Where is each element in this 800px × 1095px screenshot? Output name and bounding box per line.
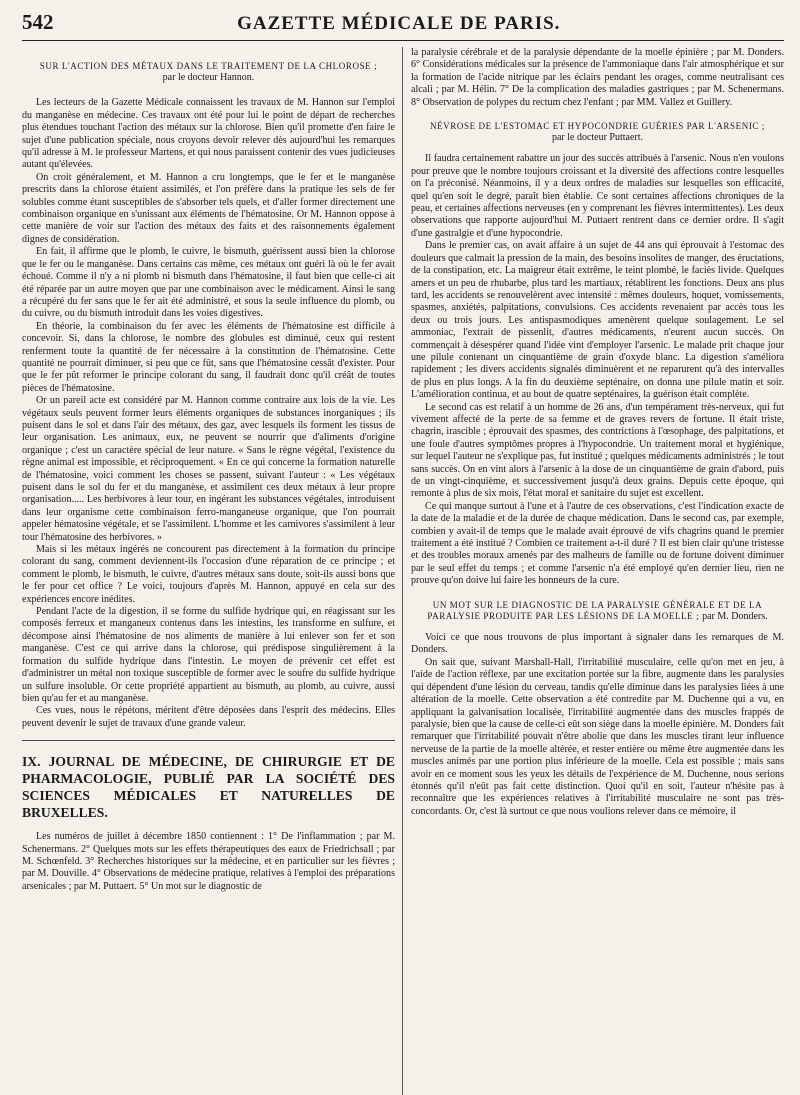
paragraph: Il faudra certainement rabattre un jour des succès attribués à l'arsenic. Nous n'en voulons pour preuve que le nombre toujours croissant et la diversité des affections contre lesquelles on l'a préconisé. Néanmoins, il y a deux ordres de maladies sur lesquelles son efficacité, quel qu'en soit le degré, paraît bien établie. Ce sont certaines affections chroniques de la peau, et certaines affections nerveuses (en y comprenant les fièvres intermittentes). Les deux observations que rapporte aujourd'hui M. Puttaert rentrent dans ce dernier ordre. Il s'agit d'une gastralgie et d'une hypocondrie. [411,153,784,239]
paragraph: Les numéros de juillet à décembre 1850 contiennent : 1° De l'inflammation ; par M. Schenermans. 2° Quelques mots sur les effets thérapeutiques des eaux de Friedrichsall ; par M. Schœnfeld. 3° Recherches historiques sur la médecine, et en particulier sur les fièvres ; par M. Douville. 4° Observations de médecine pratique, relatives à l'emploi des préparations arsenicales ; par M. Puttaert. 5° Un mot sur le diagnostic de [22,831,395,892]
paragraph: On sait que, suivant Marshall-Hall, l'irritabilité musculaire, celle qu'on met en jeu, à l'aide de l'action réflexe, par une excitation portée sur la fibre, augmente dans les paralysies qui dépendent d'une lésion du cerveau, tandis qu'elle diminue dans les paralysies liées à une altération de la moelle. Cette observation a été contredite par M. Duchenne qui a vu, en appliquant la galvanisation localisée, l'irritabilité augmentée dans des muscles frappés de paralysie, bien que la cause de celle-ci eût son siège dans la moelle épinière. M. Donders fait remarquer que l'irritabilité pouvait n'être abolie que dans les muscles tirant leur influence nerveuse de la partie de la moelle altérée, et rester entière ou même être augmentée dans les muscles animés par une portion plus inférieure de la moelle. Cela est possible ; mais sans avoir en ce moment sous les yeux les détails de l'expérience de M. Duchenne, nous serions étonnés qu'il n'eût pas fait cette distinction. Quoi qu'il en soit, l'auteur n'hésite pas à reconnaître que les expériences relatives à l'irritabilité musculaire ne sont pas très-concordants. Or, c'est là surtout ce que nous voulions relever dans ce mémoire, il [411,656,784,817]
paragraph: Ces vues, nous le répétons, méritent d'être déposées dans l'esprit des médecins. Elles peuvent devenir le sujet de travaux d'une grande valeur. [22,705,395,729]
article-author: par le docteur Puttaert. [551,132,644,144]
section-title: IX. JOURNAL DE MÉDECINE, DE CHIRURGIE ET DE PHARMACOLOGIE, PUBLIÉ PAR LA SOCIÉTÉ DES SCIENCES MÉDICALES ET NATURELLES DE BRUXELLES. [22,754,395,821]
paragraph: On croit généralement, et M. Hannon a cru longtemps, que le fer et le manganèse prescrits dans la chlorose étaient assimilés, et l'on préfère dans la pratique les sels de fer solubles comme étant susceptibles de s'absorber tels quels, et d'aller former directement une combinaison organique en s'unissant aux éléments de l'hématosine. Or M. Hannon oppose à cette manière de voir sur l'action des métaux des faits et des raisonnements également dignes de considération. [22,171,395,245]
article-title: UN MOT SUR LE DIAGNOSTIC DE LA PARALYSIE GÉNÉRALE ET DE LA PARALYSIE PRODUITE PAR LES LÉSIONS DE LA MOELLE ; [427,599,763,621]
article-author: par le docteur Hannon. [162,72,255,84]
running-head [22,10,784,41]
paragraph: Les lecteurs de la Gazette Médicale connaissent les travaux de M. Hannon sur l'emploi du manganèse en médecine. Ces travaux ont été pour lui le point de départ de recherches plus étendues touchant l'action des métaux sur la chlorose. Bien qu'il promette d'en faire le sujet d'une publication spéciale, nous croyons devoir relever dès aujourd'hui les remarques qu'il adresse à M. le professeur Martens, et qui nous paraissent contenir des vues judicieuses autant qu'élevées. [22,97,395,171]
section-divider [22,740,395,741]
page-number: 542 [22,10,54,34]
paragraph: En fait, il affirme que le plomb, le cuivre, le bismuth, guérissent aussi bien la chlorose que le fer ou le manganèse. Dans certains cas même, ces métaux ont guéri là où le fer avait échoué. Comme il n'y a ni plomb ni bismuth dans l'hématosine, il faut bien que celle-ci ait été réparée par un autre moyen que par une combinaison avec le médicament. Ainsi le sang a récupéré du fer sans que le fer ait été administré, et sous la seule influence du plomb, ou du cuivre, ou du bismuth introduit dans les voies digestives. [22,246,395,320]
article-heading [411,600,784,622]
article-title: SUR L'ACTION DES MÉTAUX DANS LE TRAITEMENT DE LA CHLOROSE ; [39,61,378,71]
right-column [402,47,784,1095]
paragraph: Dans le premier cas, on avait affaire à un sujet de 44 ans qui éprouvait à l'estomac des douleurs que calmait la pression de la main, des besoins insolites de manger, des éructations, de la constipation, etc. La maigreur était extrême, le teint plombé, le faciès livide. Quelques amers et un peu de rhubarbe, plus tard les martiaux, rétablirent les fonctions. Deux ans plus tard, les accidents se renouvelèrent avec intensité : mêmes douleurs, hoquet, vomissements, spasmes, anxiétés, palpitations, convulsions. Ces accidents revenaient par accès tous les deux ou trois jours. Les antispasmodiques amenèrent quelque soulagement. Le sel ammoniac, l'extrait de pissenlit, d'autres médicaments, n'eurent aucun succès. On commençait à désespérer quand l'idée vint d'employer l'arsenic. Le malade prit chaque jour une pilule contenant un cinquantième de grain d'oxyde blanc. La digestion s'améliora rapidement ; les divers accidents signalés diminuèrent et ne reparurent qu'à des intervalles de plus en plus longs. A la fin du deuxième septénaire, on donna une pilule matin et soir. L'amélioration continua, et au bout de quatre septénaires, la guérison était complète. [411,240,784,401]
paragraph: En théorie, la combinaison du fer avec les éléments de l'hématosine est difficile à concevoir. Si, dans la chlorose, le nombre des globules est diminué, ceux qui restent renferment toute la quantité de fer nécessaire à la constitution de l'hématosine. Cette quantité ne pourrait diminuer, si peu que ce fût, sans que l'hématosine cessât d'exister. Pour que le fer pût reformer le principe colorant du sang, il faudrait donc qu'il créât de toutes pièces de l'hématosine. [22,320,395,394]
paragraph: Pendant l'acte de la digestion, il se forme du sulfide hydrique qui, en réagissant sur les composés ferreux et manganeux contenus dans les intestins, les transforme en sulfure, et décompose ainsi l'hématosine de nos aliments de manière à lui enlever son fer et son manganèse. C'est ce qui arrive dans la chlorose, qui prédispose singulièrement à la formation du sulfide hydrique dans l'intestin. Le moyen de prévenir cet effet est d'administrer un métal non toxique susceptible de former avec le soufre du sulfide hydrique un sulfure insoluble. Or cette propriété appartient au bismuth, au plomb, au cuivre, aussi bien qu'au fer et au manganèse. [22,606,395,704]
journal-title: GAZETTE MÉDICALE DE PARIS. [237,13,561,34]
article-heading [22,61,395,83]
columns [22,47,784,1095]
article-title: NÉVROSE DE L'ESTOMAC ET HYPOCONDRIE GUÉRIES PAR L'ARSENIC ; [429,121,765,132]
article-author: par M. Donders. [702,610,768,622]
left-column [22,47,402,1095]
paragraph: Voici ce que nous trouvons de plus important à signaler dans les remarques de M. Donders. [411,632,784,656]
article-heading [411,121,784,143]
paragraph: Le second cas est relatif à un homme de 26 ans, d'un tempérament très-nerveux, qui fut vivement affecté de la perte de sa femme et de graves revers de fortune. Il était triste, chagrin, irascible ; éprouvait des spasmes, des contrictions à l'œsophage, des palpitations, et une foule d'autres symptômes propres à l'hypocondrie. Un traitement moral et hygiénique, sur lequel l'auteur ne s'explique pas, fut institué ; quelques médicaments administrés ; le tout sans succès. On en vint alors à l'arsenic à la dose de un cinquantième de grain d'abord, puis de un vingt-cinquième, et successivement jusqu'à deux grains. Depuis cette époque, qui remonte à plus de six mois, l'état moral et sanitaire du sujet est excellent. [411,401,784,500]
paragraph: Mais si les métaux ingérés ne concourent pas directement à la formation du principe colorant du sang, comment deviennent-ils l'occasion d'une réparation de ce principe ; et comment le plomb, le bismuth, le cuivre, d'autres métaux sans doute, soit-ils aussi bons que le fer pour cet office ? Le voici, toujours d'après M. Hannon, appuyé en cela sur des expériences encore inédites. [22,544,395,605]
paragraph: Or un pareil acte est considéré par M. Hannon comme contraire aux lois de la vie. Les végétaux seuls peuvent former leurs éléments organiques de substances inorganiques ; ils puisent dans le sol et dans l'air des métaux, des gaz, avec lesquels ils forment les tissus de leur organisation. Les animaux, eux, ne peuvent se nourrir que d'aliments d'origine organique ; c'est un caractère spécial de leur nature. « Sans le règne végétal, l'existence du règne animal est impossible, et réciproquement. « En ce qui concerne la formation naturelle de l'hématosine, voici comment les choses se passent, suivant l'auteur : « Les végétaux puisent dans le sol du fer et du manganèse, et assimilent ces deux métaux à leur propre organisation..... Les herbivores à leur tour, en ingérant les substances végétales, introduisent dans leur organisme cette combinaison ferro-manganeuse organique, que l'on pourrait appeler hématosine végétale, et se l'assimilent. L'homme et les carnivores s'assimilent à leur tour l'hématosine des herbivores. » [22,395,395,543]
paragraph-continued: la paralysie cérébrale et de la paralysie dépendante de la moelle épinière ; par M. Donders. 6° Considérations médicales sur la présence de l'ammoniaque dans l'air atmosphérique et sur la formation de l'acide nitrique par les éclairs pendant les orages, comme neutralisant ces alcali ; par M. Hélin. 7° De la complication des maladies gastriques ; par M. Schenermans. 8° Observation de polypes du rectum chez l'enfant ; par MM. Vallez et Guillery. [411,47,784,108]
paragraph: Ce qui manque surtout à l'une et à l'autre de ces observations, c'est l'indication exacte de la date de la maladie et de la durée de chaque médication. Dans le second cas, par exemple, combien y avait-il de temps que le malade avait éprouvé de vifs chagrins quand le premier traitement a été institué ? Combien ce traitement a-t-il duré ? Il est bien clair qu'une tristesse et des troubles moraux amenés par des malheurs de famille ou de fortune doivent diminuer par le seul effet du temps ; et comme l'arsenic n'a été employé qu'en dernier lieu, rien ne prouve qu'on doive lui faire les honneurs de la cure. [411,500,784,587]
